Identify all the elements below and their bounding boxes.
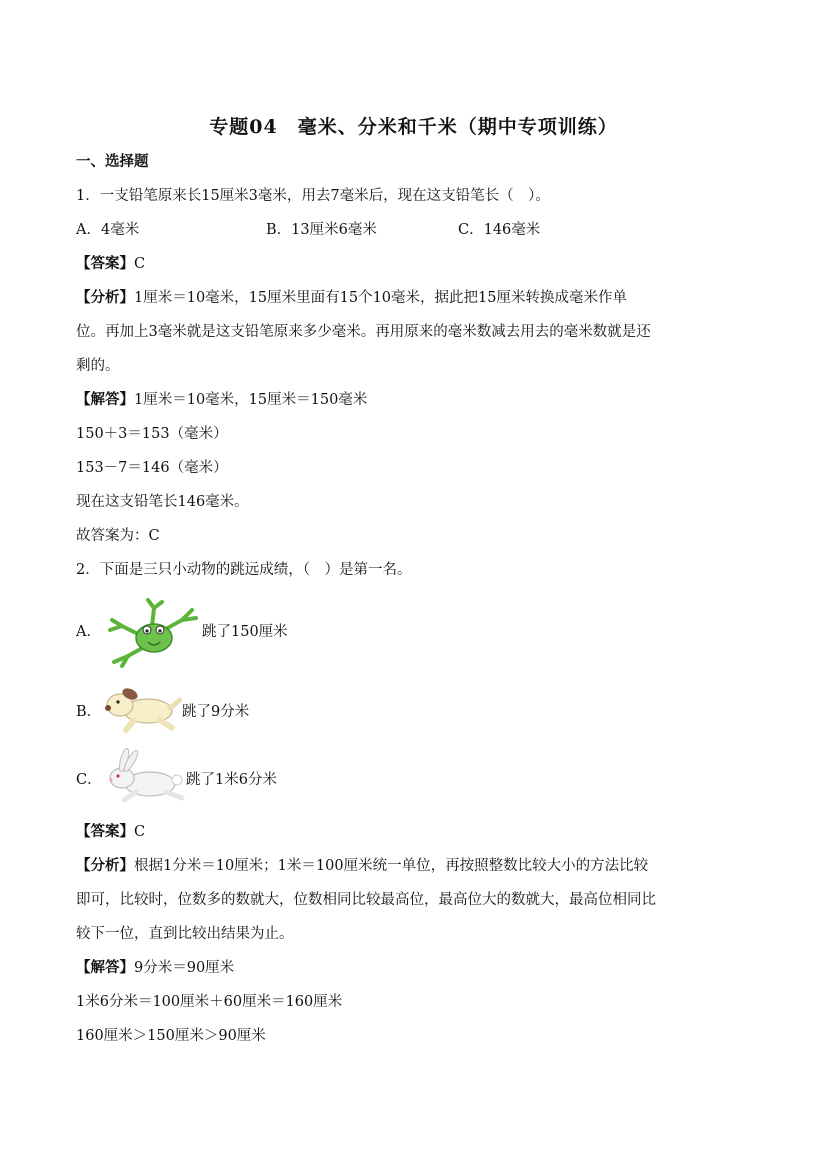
analysis-line <box>76 288 627 308</box>
option-c-result: 跳了1米6分米 <box>186 772 277 788</box>
analysis-text: 位。再加上3毫米就是这支铅笔原来多少毫米。再用原来的毫米数减去用去的毫米数就是还 <box>76 324 651 340</box>
analysis-text: 即可，比较时，位数多的数就大，位数相同比较最高位，最高位大的数就大，最高位相同比 <box>76 892 656 908</box>
section-heading: 一、选择题 <box>76 153 149 170</box>
option-a-result: 跳了150厘米 <box>202 624 288 640</box>
analysis-tag: 【分析】 <box>76 857 134 874</box>
answer-line <box>76 254 145 274</box>
option-b: B．13厘米6毫米 <box>266 222 377 238</box>
solution-text: 1厘米＝10毫米，15厘米＝150毫米 <box>134 392 368 408</box>
solution-text: 现在这支铅笔长146毫米。 <box>76 494 249 510</box>
answer-value: C <box>134 256 146 272</box>
option-a-letter: A． <box>76 624 101 640</box>
page-title: 专题04 毫米、分米和千米（期中专项训练） <box>209 116 618 138</box>
question-1-options <box>76 220 540 240</box>
option-c-letter: C． <box>76 772 102 788</box>
solution-text: 160厘米＞150厘米＞90厘米 <box>76 1028 266 1044</box>
answer-tag: 【答案】 <box>76 255 134 272</box>
analysis-tag: 【分析】 <box>76 289 134 306</box>
analysis-text: 较下一位，直到比较出结果为止。 <box>76 926 294 942</box>
option-a: A．4毫米 <box>76 222 140 238</box>
answer-line <box>76 822 145 842</box>
option-c: C．146毫米 <box>458 222 541 238</box>
analysis-text: 1厘米＝10毫米，15厘米里面有15个10毫米，据此把15厘米转换成毫米作单 <box>134 290 627 306</box>
solution-text: 153－7＝146（毫米） <box>76 460 228 476</box>
rabbit-icon <box>100 748 186 804</box>
solution-text: 故答案为：C <box>76 528 160 544</box>
analysis-text: 剩的。 <box>76 358 120 374</box>
option-b-result: 跳了9分米 <box>182 704 250 720</box>
solution-text: 9分米＝90厘米 <box>134 960 235 976</box>
analysis-text: 根据1分米＝10厘米；1米＝100厘米统一单位，再按照整数比较大小的方法比较 <box>134 858 649 874</box>
solution-line <box>76 390 367 410</box>
question-1-stem: 1．一支铅笔原来长15厘米3毫米，用去7毫米后，现在这支铅笔长（ ）。 <box>76 188 550 204</box>
option-b-letter: B． <box>76 704 102 720</box>
dog-icon <box>100 684 182 734</box>
solution-tag: 【解答】 <box>76 391 134 408</box>
answer-tag: 【答案】 <box>76 823 134 840</box>
solution-tag: 【解答】 <box>76 959 134 976</box>
frog-icon <box>102 596 200 668</box>
solution-line <box>76 958 234 978</box>
analysis-line <box>76 856 648 876</box>
answer-value: C <box>134 824 146 840</box>
solution-text: 1米6分米＝100厘米＋60厘米＝160厘米 <box>76 994 343 1010</box>
solution-text: 150＋3＝153（毫米） <box>76 426 228 442</box>
question-2-stem: 2．下面是三只小动物的跳远成绩，（ ）是第一名。 <box>76 562 412 578</box>
